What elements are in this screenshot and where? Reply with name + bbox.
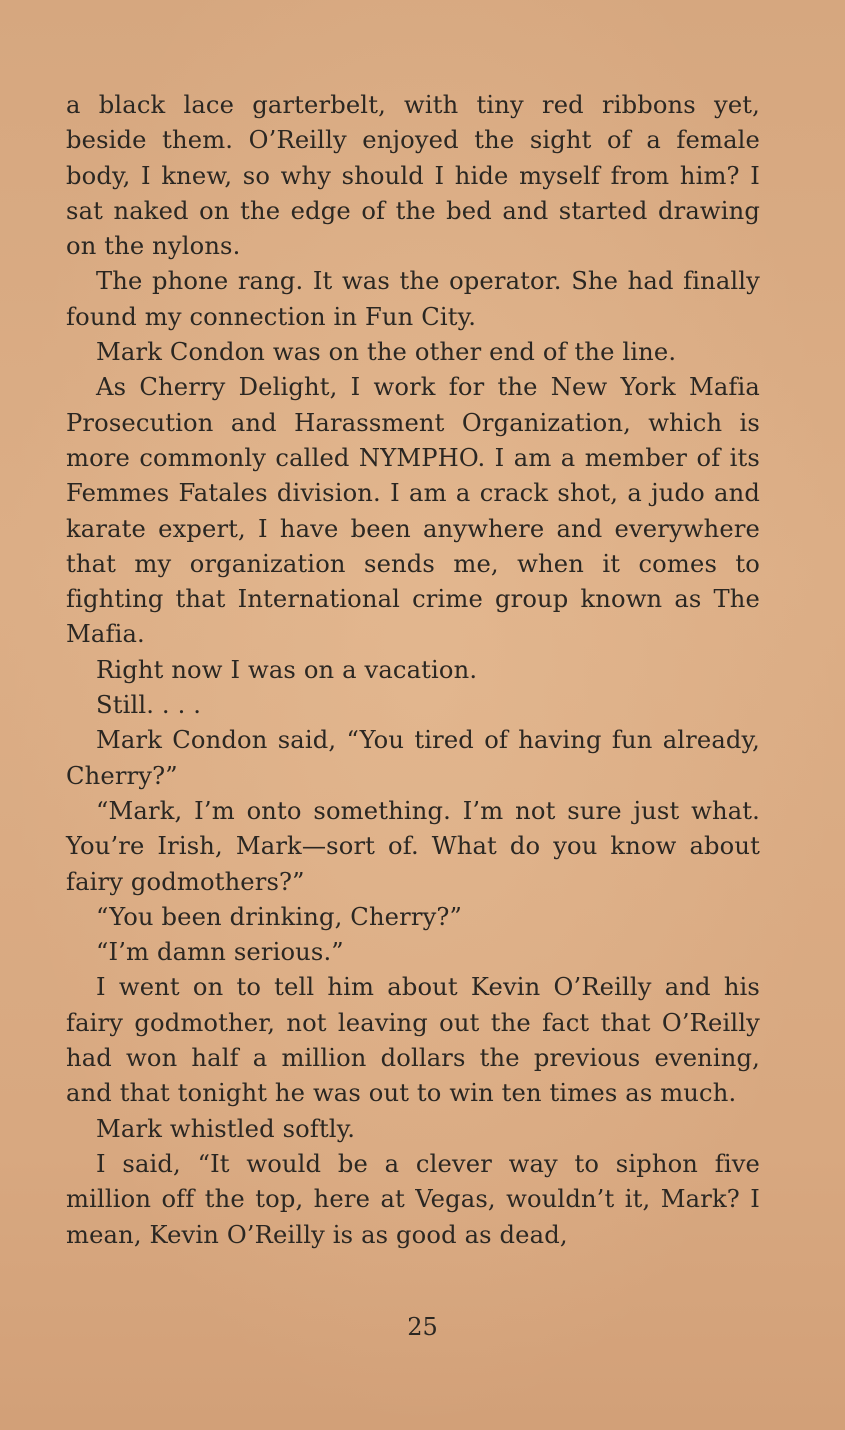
paragraph-2: The phone rang. It was the operator. She had finally found my connection in Fun City. [66,267,760,331]
page-body-text [66,88,760,1253]
paragraph-6: Still. . . . [96,691,202,720]
paragraph-8: “Mark, I’m onto something. I’m not sure just what. You’re Irish, Mark—sort of. What do you know about fairy godmothers?” [66,796,760,896]
paragraph-9: “You been drinking, Cherry?” [96,902,463,931]
paragraph-11: I went on to tell him about Kevin O’Reilly and his fairy godmother, not leaving out the fact that O’Reilly had won half a million dollars the previous evening, and that tonight he was out to win ten times as much. [66,973,760,1108]
paragraph-7: Mark Condon said, “You tired of having fun already, Cherry?” [66,726,760,790]
paragraph-13: I said, “It would be a clever way to siphon five million off the top, here at Vegas, wouldn’t it, Mark? I mean, Kevin O’Reilly is as good as dead, [66,1149,760,1249]
paragraph-4: As Cherry Delight, I work for the New York Mafia Prosecution and Harassment Organization, which is more commonly called NYMPHO. I am a member of its Femmes Fatales division. I am a crack shot, a judo and karate expert, I have been anywhere and everywhere that my organization sends me, when it comes to fighting that International crime group known as The Mafia. [66,373,760,649]
paragraph-12: Mark whistled softly. [96,1114,356,1143]
paragraph-10: “I’m damn serious.” [96,938,344,967]
paragraph-3: Mark Condon was on the other end of the line. [96,338,677,367]
paragraph-5: Right now I was on a vacation. [96,655,478,684]
page-number: 25 [407,1313,438,1341]
paragraph-1: a black lace garterbelt, with tiny red ribbons yet, beside them. O’Reilly enjoyed the sight of a female body, I knew, so why should I hide myself from him? I sat naked on the edge of the bed and started drawing on the nylons. [66,91,760,261]
